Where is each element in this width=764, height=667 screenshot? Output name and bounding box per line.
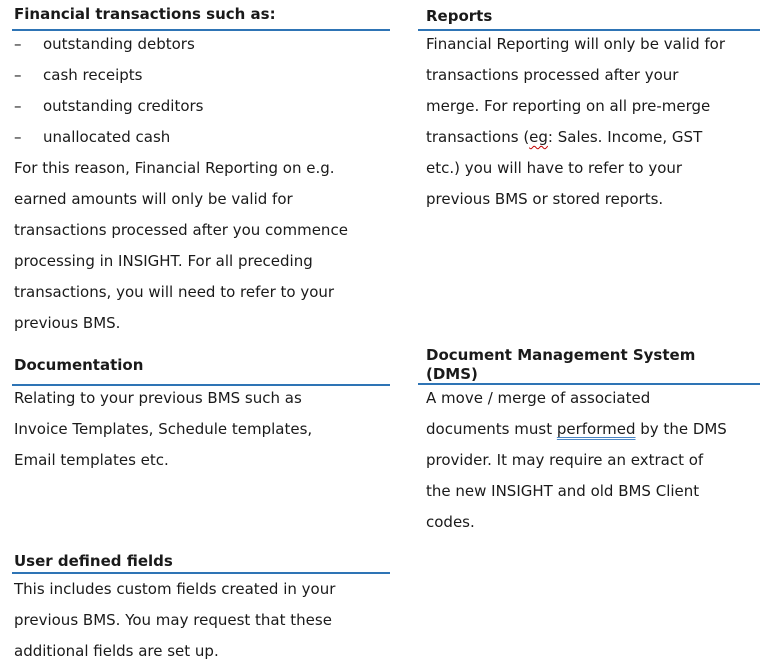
- user-fields-heading: User defined fields: [14, 552, 173, 570]
- paragraph-line: For this reason, Financial Reporting on e.g.: [14, 159, 335, 177]
- reports-heading: Reports: [426, 7, 493, 25]
- list-item-text: outstanding debtors: [43, 35, 195, 53]
- text-run: transactions (: [426, 128, 530, 146]
- paragraph-line: previous BMS or stored reports.: [426, 190, 664, 208]
- list-item-text: cash receipts: [43, 66, 143, 84]
- paragraph-line: [426, 122, 761, 153]
- documentation-heading: Documentation: [14, 356, 144, 374]
- paragraph-line: Relating to your previous BMS such as: [14, 389, 302, 407]
- reports-body: [418, 29, 761, 215]
- list-item: [12, 122, 392, 153]
- dms-body: [418, 383, 761, 538]
- paragraph-line: codes.: [426, 513, 475, 531]
- paragraph-line: provider. It may require an extract of: [426, 451, 704, 469]
- dms-section: [418, 345, 761, 538]
- list-item-text: outstanding creditors: [43, 97, 204, 115]
- text-run: : Sales. Income, GST: [547, 128, 703, 146]
- dash-bullet: –: [14, 66, 22, 84]
- paragraph-line: Financial Reporting will only be valid for: [426, 35, 726, 53]
- paragraph-line: etc.) you will have to refer to your: [426, 159, 683, 177]
- financial-section: [12, 0, 392, 339]
- text-run: by the DMS: [635, 420, 727, 438]
- paragraph-line: transactions, you will need to refer to your: [14, 283, 335, 301]
- financial-body: [12, 29, 392, 339]
- paragraph-line: previous BMS.: [14, 314, 121, 332]
- dash-bullet: –: [14, 35, 22, 53]
- dms-heading-line: Document Management System: [426, 346, 696, 364]
- paragraph-line: transactions processed after your: [426, 66, 679, 84]
- paragraph-line: previous BMS. You may request that these: [14, 611, 332, 629]
- documentation-section: [12, 348, 392, 476]
- paragraph-line: processing in INSIGHT. For all preceding: [14, 252, 313, 270]
- dash-bullet: –: [14, 128, 22, 146]
- paragraph-line: merge. For reporting on all pre-merge: [426, 97, 711, 115]
- paragraph-line: additional fields are set up.: [14, 642, 219, 660]
- paragraph-line: A move / merge of associated: [426, 389, 651, 407]
- dash-bullet: –: [14, 97, 22, 115]
- text-run: documents must: [426, 420, 557, 438]
- financial-heading: Financial transactions such as:: [14, 5, 276, 23]
- paragraph-line: transactions processed after you commence: [14, 221, 348, 239]
- dms-heading-line: (DMS): [426, 365, 478, 383]
- paragraph-line: [426, 414, 761, 445]
- dms-heading: [418, 345, 761, 383]
- list-item: [12, 29, 392, 60]
- paragraph-line: the new INSIGHT and old BMS Client: [426, 482, 700, 500]
- user-fields-section: [12, 546, 392, 667]
- user-fields-body: [12, 574, 392, 667]
- list-item: [12, 60, 392, 91]
- list-item: [12, 91, 392, 122]
- documentation-body: [12, 383, 392, 476]
- list-item-text: unallocated cash: [43, 128, 171, 146]
- paragraph-line: This includes custom fields created in your: [14, 580, 336, 598]
- spelling-flag[interactable]: eg: [529, 128, 548, 146]
- grammar-flag[interactable]: performed: [556, 420, 636, 438]
- paragraph-line: Email templates etc.: [14, 451, 169, 469]
- reports-section: [418, 0, 761, 215]
- paragraph-line: Invoice Templates, Schedule templates,: [14, 420, 313, 438]
- paragraph-line: earned amounts will only be valid for: [14, 190, 293, 208]
